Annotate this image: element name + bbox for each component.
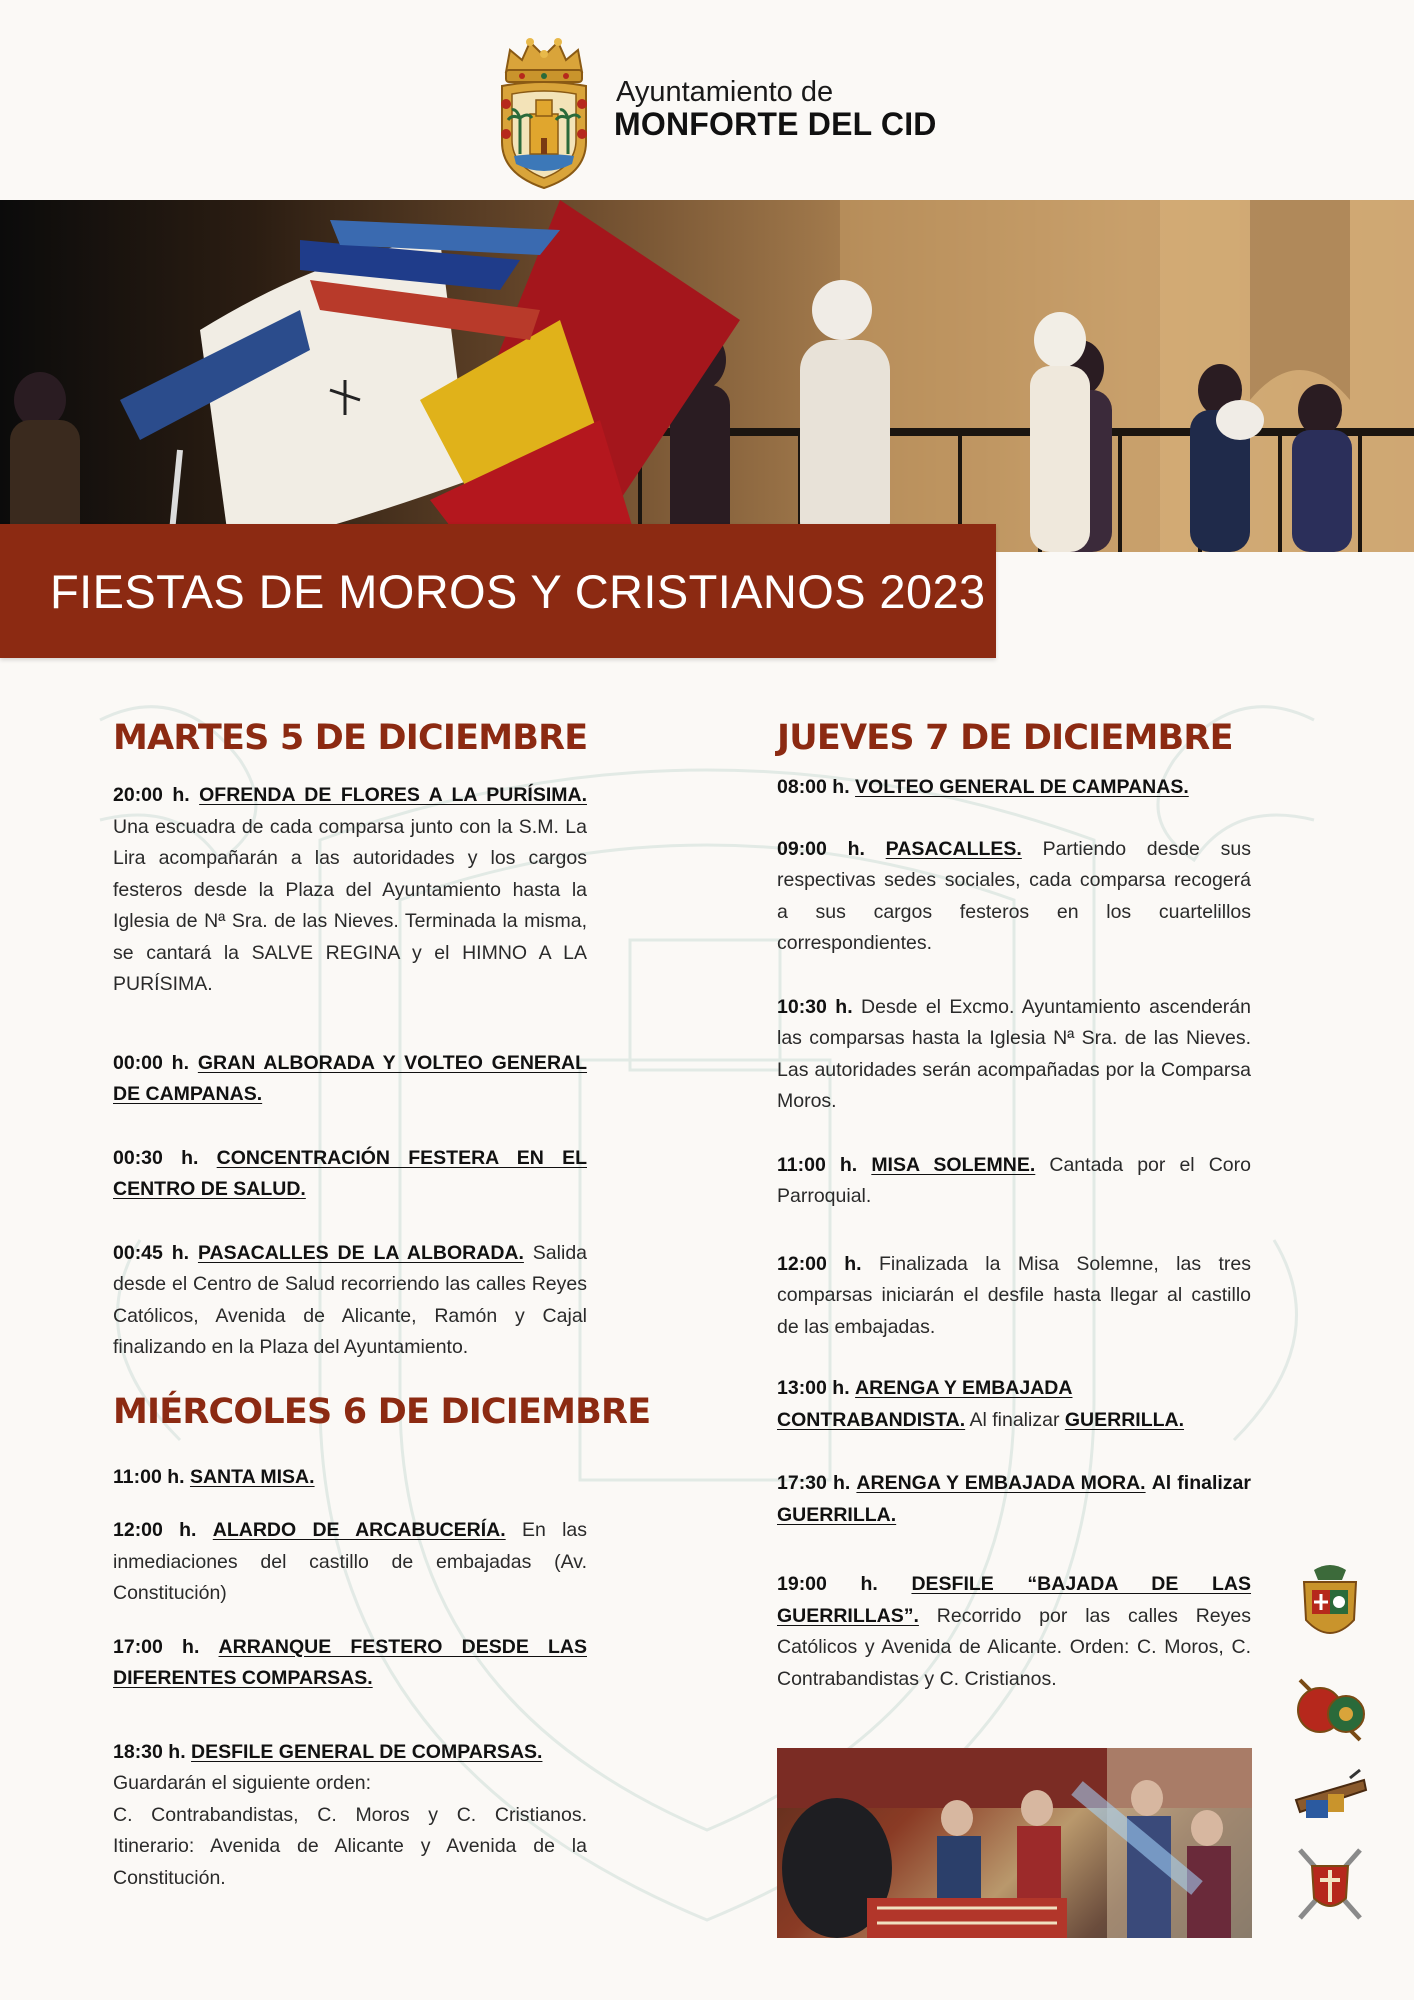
event-ascenso-comparsas — [777, 992, 1251, 1118]
day-heading-wednesday: MIÉRCOLES 6 DE DICIEMBRE — [113, 1391, 651, 1432]
event-description: Una escuadra de cada comparsa junto con la S.M. La Lira acompañarán a las autoridades y los cargos festeros desde la Plaza del Ayuntamiento hasta la Iglesia de Nª Sra. de las Nieves. Terminada la misma, se cantará la SALVE REGINA y el HIMNO A LA PURÍSIMA. — [113, 815, 587, 995]
comparsa-moros-badge-icon — [1290, 1660, 1370, 1750]
event-title: GRAN ALBORADA Y VOLTEO GENERAL DE CAMPANAS. — [113, 1051, 588, 1105]
event-title: MISA SOLEMNE. — [871, 1153, 1036, 1176]
event-time: 11:00 h. — [113, 1465, 185, 1488]
event-description: Partiendo desde sus respectivas sedes sociales, cada comparsa recogerá a sus cargos festeros en los cuartelillos correspondientes. — [777, 837, 1251, 954]
event-time: 12:00 h. — [777, 1252, 862, 1275]
event-title: ARENGA Y EMBAJADA MORA. — [856, 1472, 1146, 1494]
event-time: 19:00 h. — [777, 1573, 878, 1595]
event-description: En las inmediaciones del castillo de embajadas (Av. Constitución) — [113, 1519, 588, 1604]
day-heading-thursday: JUEVES 7 DE DICIEMBRE — [777, 718, 1233, 758]
event-title: ARENGA Y EMBAJADA CONTRABANDISTA. — [777, 1377, 1073, 1431]
event-title: DESFILE GENERAL DE COMPARSAS. — [191, 1740, 543, 1763]
event-pasacalles-alborada — [113, 1238, 587, 1364]
town-crest-logo — [492, 34, 596, 192]
event-description: Al finalizar — [1151, 1472, 1251, 1494]
event-time: 10:30 h. — [777, 995, 853, 1018]
event-time: 00:30 h. — [113, 1146, 199, 1169]
comparsa-contrabandistas-badge-icon — [1290, 1750, 1370, 1840]
event-time: 20:00 h. — [113, 784, 190, 806]
event-title: CONCENTRACIÓN FESTERA EN EL CENTRO DE SALUD. — [113, 1146, 587, 1200]
event-embajada-mora — [777, 1468, 1251, 1531]
event-title: DESFILE “BAJADA DE LAS GUERRILLAS”. — [777, 1573, 1252, 1627]
event-title: PASACALLES DE LA ALBORADA. — [197, 1241, 524, 1264]
day-heading-tuesday: MARTES 5 DE DICIEMBRE — [113, 718, 588, 758]
event-misa-solemne — [777, 1150, 1251, 1213]
event-concentracion — [113, 1143, 587, 1206]
event-time: 17:00 h. — [113, 1635, 200, 1658]
event-time: 08:00 h. — [777, 776, 850, 798]
event-desfile-general-order — [113, 1800, 587, 1895]
event-arranque — [113, 1632, 587, 1695]
event-description: Salida desde el Centro de Salud recorriendo las calles Reyes Católicos, Avenida de Alicante, Ramón y Cajal finalizando en la Plaza del Ayuntamiento. — [113, 1241, 588, 1358]
event-time: 13:00 h. — [777, 1377, 850, 1399]
event-description: Desde el Excmo. Ayuntamiento ascenderán las comparsas hasta la Iglesia Nª Sra. de las Nieves. Las autoridades serán acompañadas por la Comparsa Moros. — [777, 995, 1251, 1112]
event-time: 18:30 h. — [113, 1740, 186, 1763]
event-title: OFRENDA DE FLORES A LA PURÍSIMA. — [199, 784, 587, 806]
event-description: Cantada por el Coro Parroquial. — [777, 1153, 1251, 1207]
event-time: 00:00 h. — [113, 1051, 190, 1074]
event-time: 09:00 h. — [777, 837, 865, 860]
event-desfile-castillo — [777, 1249, 1251, 1344]
event-time: 12:00 h. — [113, 1519, 197, 1541]
event-description: C. Contrabandistas, C. Moros y C. Cristianos. Itinerario: Avenida de Alicante y Avenida de la Constitución. — [113, 1803, 587, 1889]
event-pasacalles — [777, 834, 1251, 960]
event-santa-misa — [113, 1462, 587, 1494]
page-title: FIESTAS DE MOROS Y CRISTIANOS 2023 — [50, 565, 986, 618]
event-description: Guardarán el siguiente orden: — [113, 1772, 372, 1794]
schedule-right-column — [777, 714, 1251, 1695]
event-time: 11:00 h. — [777, 1153, 858, 1176]
event-title-guerrilla: GUERRILLA. — [777, 1503, 897, 1526]
event-description: Al finalizar — [969, 1408, 1060, 1431]
schedule-left-column — [113, 714, 651, 1894]
event-description: Finalizada la Misa Solemne, las tres comparsas iniciarán el desfile hasta llegar al castillo de las embajadas. — [777, 1252, 1251, 1338]
org-name-line2: MONFORTE DEL CID — [614, 106, 937, 142]
event-alborada — [113, 1048, 587, 1111]
crown-icon — [506, 38, 582, 82]
event-time: 00:45 h. — [113, 1241, 190, 1264]
hero-photo-festival-flags — [0, 200, 1414, 552]
title-banner — [0, 524, 996, 658]
event-title: SANTA MISA. — [189, 1465, 315, 1488]
crossed-swords-shield-icon — [1290, 1840, 1370, 1930]
event-title: VOLTEO GENERAL DE CAMPANAS. — [855, 776, 1189, 798]
org-name-line1: Ayuntamiento de — [616, 76, 834, 108]
event-time: 17:30 h. — [777, 1472, 851, 1494]
event-bajada-guerrillas — [777, 1569, 1251, 1695]
event-alardo — [113, 1515, 587, 1610]
event-volteo — [777, 772, 1251, 804]
event-title-guerrilla: GUERRILLA. — [1064, 1408, 1185, 1431]
event-description: Recorrido por las calles Reyes Católicos y Avenida de Alicante. Orden: C. Moros, C. Contrabandistas y C. Cristianos. — [777, 1604, 1251, 1690]
event-desfile-general — [113, 1737, 587, 1800]
event-title: ARRANQUE FESTERO DESDE LAS DIFERENTES COMPARSAS. — [113, 1635, 587, 1689]
event-ofrenda — [113, 780, 587, 1001]
event-title: ALARDO DE ARCABUCERÍA. — [212, 1519, 506, 1541]
event-embajada-contrabandista — [777, 1373, 1251, 1436]
comparsa-cristianos-badge-icon — [1290, 1560, 1370, 1650]
event-title: PASACALLES. — [885, 837, 1022, 860]
parade-photo — [777, 1748, 1252, 1938]
